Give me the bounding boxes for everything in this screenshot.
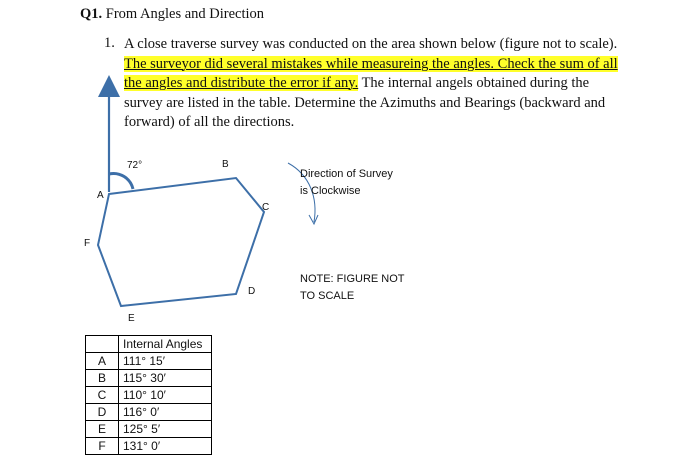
table-row: [86, 404, 212, 421]
point-label-c: C: [262, 202, 270, 213]
scale-note-line2: TO SCALE: [300, 290, 355, 302]
point-label-e: E: [128, 313, 135, 324]
direction-arrow-head: [309, 215, 318, 224]
paragraph-intro: A close traverse survey was conducted on the area shown below (figure not to scale).: [124, 36, 618, 52]
table-row: [86, 353, 212, 370]
angle-cell: 116° 0′: [119, 404, 212, 421]
angle-label: 72°: [127, 160, 143, 171]
table-row: [86, 387, 212, 404]
angle-cell: 115° 30′: [119, 370, 212, 387]
question-title: From Angles and Direction: [105, 6, 265, 22]
station-cell: F: [86, 438, 119, 455]
point-label-a: A: [97, 190, 104, 201]
scale-note: [300, 271, 405, 305]
angle-cell: 131° 0′: [119, 438, 212, 455]
angle-arc: [109, 173, 133, 189]
table-row: [86, 438, 212, 455]
question-number: Q1.: [80, 6, 103, 22]
point-label-b: B: [222, 159, 229, 170]
scale-note-line1: NOTE: FIGURE NOT: [300, 273, 405, 285]
station-cell: E: [86, 421, 119, 438]
table-row: [86, 421, 212, 438]
table-header: Internal Angles: [119, 336, 212, 353]
angle-cell: 125° 5′: [119, 421, 212, 438]
direction-note-line2: is Clockwise: [300, 185, 361, 197]
traverse-polygon: [98, 178, 264, 306]
point-label-d: D: [248, 286, 256, 297]
item-number: 1.: [104, 35, 115, 51]
point-label-f: F: [84, 238, 91, 249]
station-cell: A: [86, 353, 119, 370]
highlighted-instruction: The surveyor did several mistakes while measureing the angles. Check the sum of all the angles and distribute the error if any.: [124, 55, 618, 91]
table-header-blank: [86, 336, 119, 353]
internal-angles-table: [85, 335, 212, 455]
direction-note-line1: Direction of Survey: [300, 168, 393, 180]
table-header-row: [86, 336, 212, 353]
angle-cell: 111° 15′: [119, 353, 212, 370]
angle-cell: 110° 10′: [119, 387, 212, 404]
paragraph-rest: The internal angels obtained during the survey are listed in the table. Determine the Azimuths and Bearings (backward and forward) of all the directions.: [124, 75, 606, 130]
table-row: [86, 370, 212, 387]
direction-note: [300, 166, 393, 200]
station-cell: D: [86, 404, 119, 421]
station-cell: C: [86, 387, 119, 404]
station-cell: B: [86, 370, 119, 387]
